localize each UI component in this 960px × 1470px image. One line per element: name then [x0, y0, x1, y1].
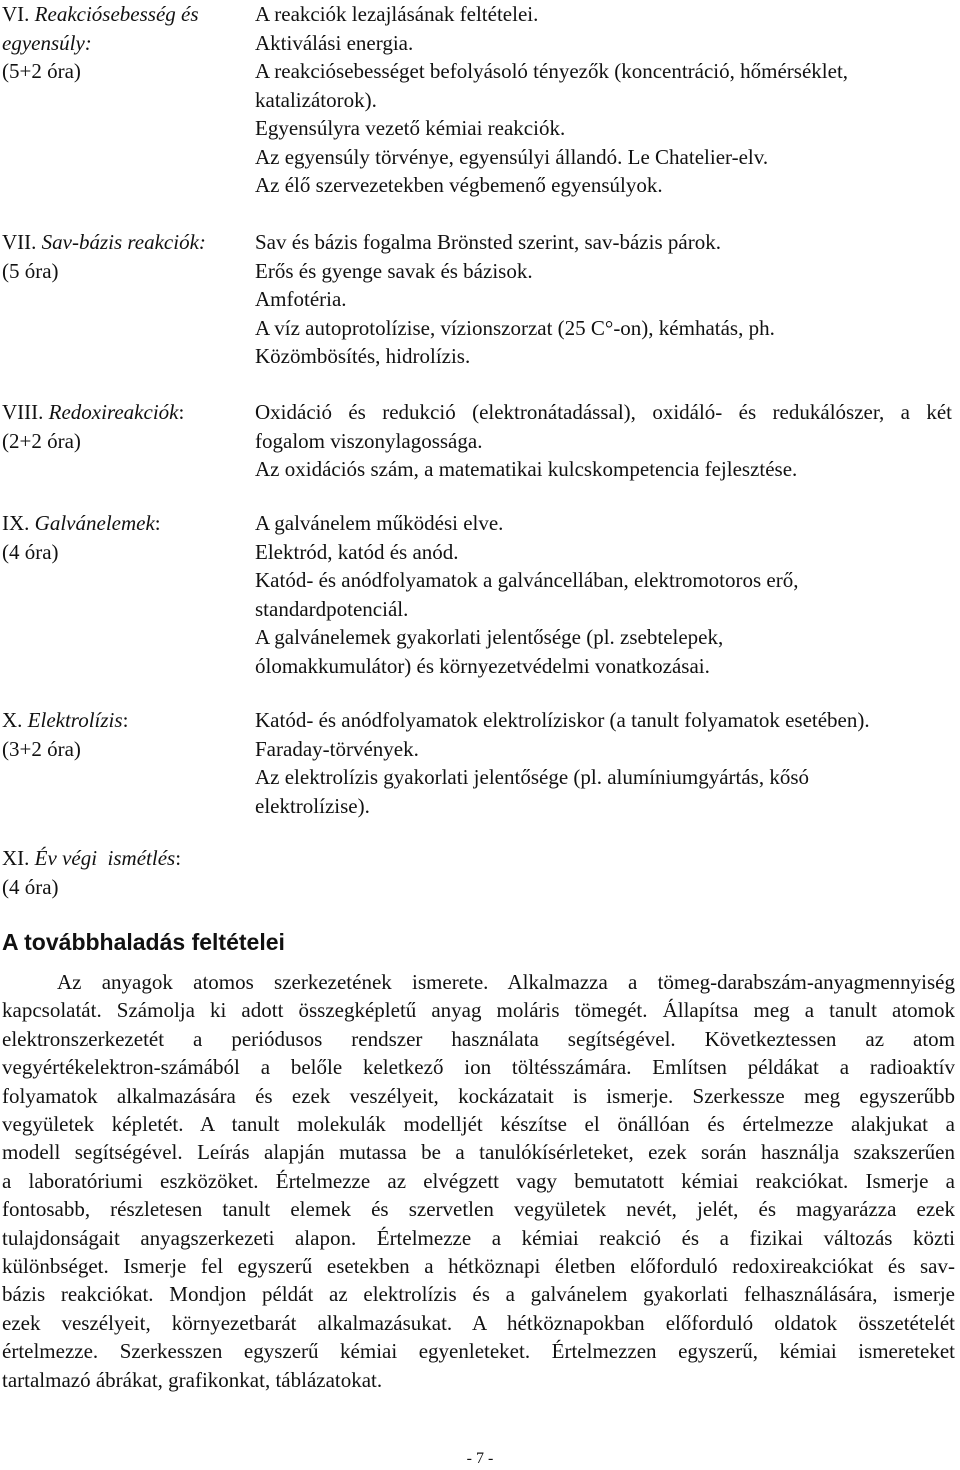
page-number: - 7 -	[466, 1450, 494, 1467]
requirements-paragraph	[2, 968, 955, 1394]
paragraph-line: tartalmazó ábrákat, grafikonkat, táblázatokat.	[2, 1367, 383, 1392]
list-item: A víz autoprotolízise, vízionszorzat (25 C°-on), kémhatás, ph.	[255, 315, 775, 340]
section-label	[0, 844, 255, 901]
section-number: IX.	[2, 511, 30, 535]
section-content	[255, 706, 955, 820]
list-item: Elektród, katód és anód.	[255, 539, 459, 564]
paragraph-line: fontosabb, részletesen tanult elemek és szervetlen vegyületek nevét, jelét, és magyarázza ezek	[2, 1197, 955, 1222]
section-title-colon: :	[175, 846, 182, 870]
section-content	[255, 844, 955, 901]
section-content	[255, 398, 955, 484]
paragraph-line: értelmezze. Szerkesszen egyszerű kémiai egyenleteket. Értelmezzen egyszerű, kémiai ismereteket	[2, 1339, 955, 1364]
list-item: Katód- és anódfolyamatok a galváncellában, elektromotoros erő,	[255, 568, 799, 592]
section-title: Sav-bázis reakciók:	[41, 230, 206, 254]
paragraph-line: vegyértékelektron-számából a belőle keletkező ion töltésszámára. Említsen példákat a radioaktív	[2, 1055, 955, 1080]
section-hours: (2+2 óra)	[2, 428, 81, 453]
section-title: Elektrolízis	[27, 708, 123, 732]
section-vi	[0, 0, 960, 200]
list-item: fogalom viszonylagossága.	[255, 428, 483, 453]
section-hours: (5 óra)	[2, 258, 59, 283]
list-item: Oxidáció és redukció (elektronátadással), oxidáló- és redukálószer, a két	[255, 400, 952, 424]
list-item: Amfotéria.	[255, 287, 347, 311]
section-vii	[0, 228, 960, 371]
list-item: Erős és gyenge savak és bázisok.	[255, 258, 533, 283]
section-title: Galvánelemek	[34, 511, 155, 535]
section-x	[0, 706, 960, 820]
section-title-colon: :	[178, 400, 185, 424]
section-label	[0, 706, 255, 820]
paragraph-line: ezek veszélyeit, környezetbarát alkalmazásukat. A hétköznapokban előforduló oldatok összetételét	[2, 1310, 955, 1335]
section-hours: (3+2 óra)	[2, 736, 81, 761]
list-item: standardpotenciál.	[255, 596, 409, 621]
section-label	[0, 398, 255, 484]
section-content	[255, 0, 955, 200]
section-number: XI.	[2, 846, 30, 870]
section-hours: (5+2 óra)	[2, 59, 81, 83]
paragraph-line: kapcsolatát. Számolja ki adott összegképletű anyag moláris tömegét. Állapítsa meg a tanult atomok	[2, 998, 955, 1023]
section-viii	[0, 398, 960, 484]
section-number: VI.	[2, 2, 30, 26]
list-item: A reakciók lezajlásának feltételei.	[255, 2, 539, 26]
list-item: Az oxidációs szám, a matematikai kulcskompetencia fejlesztése.	[255, 457, 798, 481]
section-hours: (4 óra)	[2, 539, 59, 564]
paragraph-line: folyamatok alkalmazására és ezek veszélyeit, kockázatait is ismerje. Szerkessze meg egyszerűbb	[2, 1083, 955, 1108]
section-number: X.	[2, 708, 23, 732]
list-item: A galvánelem működési elve.	[255, 511, 504, 535]
section-label	[0, 0, 255, 200]
list-item: katalizátorok).	[255, 87, 377, 112]
paragraph-line: elektronszerkezetét a periódusos rendszer használata segítségével. Következtessen az atom	[2, 1026, 955, 1051]
section-content	[255, 228, 955, 371]
list-item: Faraday-törvények.	[255, 736, 419, 761]
paragraph-line: Az anyagok atomos szerkezetének ismerete. Alkalmazza a tömeg-darabszám-anyagmennyiség	[57, 970, 955, 994]
list-item: Az elektrolízis gyakorlati jelentősége (pl. alumíniumgyártás, kősó	[255, 765, 810, 789]
paragraph-line: különbséget. Ismerje fel egyszerű esetekben a hétköznapi életben előforduló redoxireakciókat és sav-	[2, 1254, 955, 1279]
section-title-colon: :	[122, 708, 129, 732]
section-content	[255, 509, 955, 680]
section-hours: (4 óra)	[2, 874, 59, 899]
list-item: Közömbösítés, hidrolízis.	[255, 344, 471, 368]
section-title: Reakciósebesség és	[34, 2, 199, 26]
list-item: A galvánelemek gyakorlati jelentősége (pl. zsebtelepek,	[255, 625, 724, 649]
list-item: Az egyensúly törvénye, egyensúlyi állandó. Le Chatelier-elv.	[255, 144, 769, 169]
section-title-colon: :	[154, 511, 161, 535]
paragraph-line: bázis reakciókat. Mondjon példát az elektrolízis és a galvánelem gyakorlati felhasználására, ismerje	[2, 1282, 955, 1307]
section-xi	[0, 844, 960, 901]
section-ix	[0, 509, 960, 680]
section-title-cont: egyensúly:	[2, 30, 92, 55]
list-item: Az élő szervezetekben végbemenő egyensúlyok.	[255, 173, 663, 197]
paragraph-line: modell segítségével. Leírás alapján mutassa be a tanulókísérleteket, ezek során használja szakszerűen	[2, 1140, 955, 1165]
section-title: Redoxireakciók	[48, 400, 179, 424]
section-label	[0, 228, 255, 371]
list-item: ólomakkumulátor) és környezetvédelmi vonatkozásai.	[255, 653, 710, 678]
list-item: Aktiválási energia.	[255, 30, 414, 55]
paragraph-line: vegyületek képletét. A tanult molekulák modelljét készítse el önállóan és értelmezze alakjukat a	[2, 1112, 955, 1137]
list-item: Sav és bázis fogalma Brönsted szerint, sav-bázis párok.	[255, 230, 721, 254]
list-item: A reakciósebességet befolyásoló tényezők (koncentráció, hőmérséklet,	[255, 59, 849, 83]
list-item: Katód- és anódfolyamatok elektrolíziskor (a tanult folyamatok esetében).	[255, 708, 870, 732]
section-number: VII.	[2, 230, 37, 254]
section-label	[0, 509, 255, 680]
section-number: VIII.	[2, 400, 44, 424]
list-item: Egyensúlyra vezető kémiai reakciók.	[255, 116, 566, 140]
paragraph-line: tulajdonságait anyagszerkezeti alapon. Értelmezze a kémiai reakció és a fizikai változás közti	[2, 1225, 955, 1250]
list-item: elektrolízise).	[255, 793, 370, 818]
section-title: Év végi ismétlés	[34, 846, 176, 870]
paragraph-line: a laboratóriumi eszközöket. Értelmezze az elvégzett vagy bemutatott kémiai reakciókat. Ismerje a	[2, 1168, 955, 1193]
requirements-heading: A továbbhaladás feltételei	[2, 929, 285, 955]
